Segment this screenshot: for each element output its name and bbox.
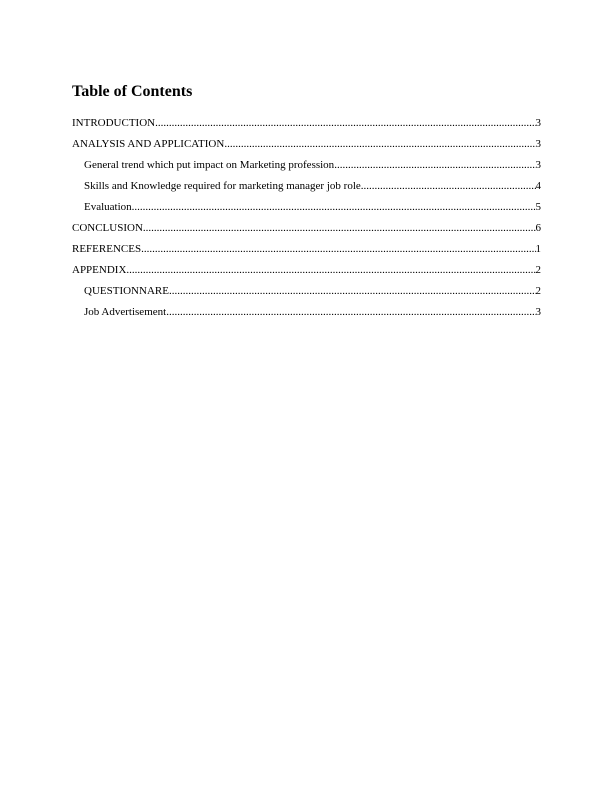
toc-entry-label: Job Advertisement [84, 306, 167, 318]
toc-entry-label: APPENDIX [72, 264, 127, 276]
toc-entry-job-advertisement[interactable] [72, 305, 541, 326]
toc-entry-general-trend[interactable] [72, 158, 541, 179]
toc-page-number: 3 [535, 159, 541, 171]
toc-page-number: 4 [535, 180, 541, 192]
toc-entry-label: REFERENCES [72, 243, 142, 255]
toc-entry-introduction[interactable] [72, 116, 541, 137]
toc-entry-label: INTRODUCTION [72, 117, 156, 129]
toc-leader-dots [132, 200, 536, 214]
toc-entry-label: General trend which put impact on Marketing profession [84, 159, 335, 171]
toc-leader-dots [224, 137, 535, 151]
toc-entry-skills-and-knowledge[interactable] [72, 179, 541, 200]
toc-entry-questionnare[interactable] [72, 284, 541, 305]
toc-leader-dots [166, 305, 535, 319]
toc-page-number: 5 [535, 201, 541, 213]
toc-list [72, 116, 541, 326]
toc-leader-dots [143, 221, 536, 235]
toc-leader-dots [169, 284, 536, 298]
toc-page-number: 2 [535, 285, 541, 297]
toc-leader-dots [141, 242, 535, 256]
toc-page-number: 3 [535, 138, 541, 150]
toc-entry-appendix[interactable] [72, 263, 541, 284]
toc-leader-dots [361, 179, 536, 193]
toc-entry-conclusion[interactable] [72, 221, 541, 242]
toc-page-number: 3 [535, 117, 541, 129]
toc-entry-analysis-and-application[interactable] [72, 137, 541, 158]
toc-leader-dots [126, 263, 535, 277]
toc-entry-label: Evaluation [84, 201, 132, 213]
table-of-contents [72, 82, 541, 326]
toc-entry-label: QUESTIONNARE [84, 285, 169, 297]
toc-leader-dots [155, 116, 535, 130]
toc-entry-label: CONCLUSION [72, 222, 143, 234]
toc-entry-references[interactable] [72, 242, 541, 263]
toc-page-number: 1 [535, 243, 541, 255]
toc-leader-dots [334, 158, 535, 172]
toc-entry-evaluation[interactable] [72, 200, 541, 221]
toc-page-number: 6 [535, 222, 541, 234]
toc-page-number: 3 [535, 306, 541, 318]
toc-entry-label: Skills and Knowledge required for marketing manager job role [84, 180, 361, 192]
toc-heading: Table of Contents [72, 83, 193, 100]
toc-page-number: 2 [535, 264, 541, 276]
toc-entry-label: ANALYSIS AND APPLICATION [72, 138, 225, 150]
